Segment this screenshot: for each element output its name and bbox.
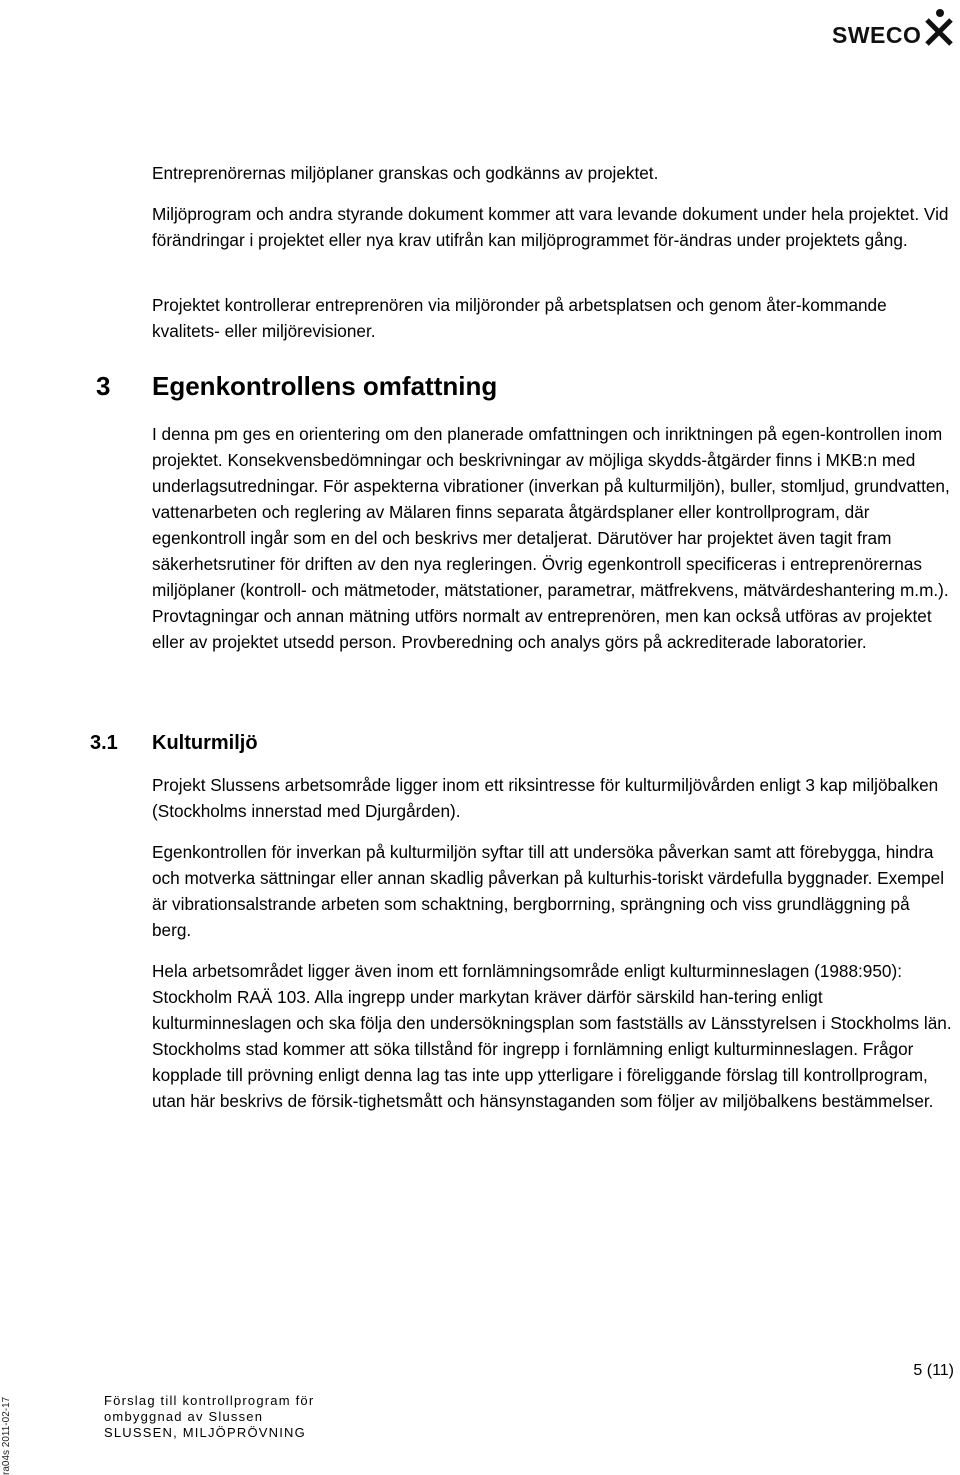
footer-title-line-1: Förslag till kontrollprogram för: [104, 1393, 315, 1408]
section-3-body: I denna pm ges en orientering om den planerade omfattningen och inriktningen på egen-kontrollen inom projektet. Konsekvensbedömningar och beskrivningar av möjliga skydds-åtgärder finns i MKB:n med underlagsutredningar. För aspekterna vibrationer (inverkan på kulturmiljön), buller, stomljud, grundvatten, vattenarbeten och reglering av Mälaren finns separata åtgärdsplaner eller kontrollprogram, där egenkontroll ingår som en del och beskrivs mer detaljerat. Därutöver har projektet även tagit fram säkerhetsrutiner för driften av den nya regleringen. Övrig egenkontroll specificeras i entreprenörernas miljöplaner (kontroll- och mätmetoder, mätstationer, parametrar, mätfrekvens, mätvärdeshantering m.m.). Provtagningar och annan mätning utförs normalt av entreprenören, men kan också utföras av projektet eller av projektet utsedd person. Provberedning och analys görs på ackrediterade laboratorier.: [152, 424, 950, 652]
footer-project-line: SLUSSEN, MILJÖPRÖVNING: [104, 1425, 306, 1440]
paragraph-riksintresse: Projekt Slussens arbetsområde ligger inom ett riksintresse för kulturmiljövården enligt 3 kap miljöbalken (Stockholms innerstad med Djurgården).: [152, 775, 939, 821]
paragraph-egenkontroll: Egenkontrollen för inverkan på kulturmiljön syftar till att undersöka påverkan samt att förebygga, hindra och motverka sättningar eller annan skadlig påverkan på kulturhis-toriskt värdefulla byggnader. Exempel är vibrationsalstrande arbeten som schaktning, bergborrning, sprängning och viss grundläggning på berg.: [152, 842, 945, 940]
paragraph-fornlamning: Hela arbetsområdet ligger även inom ett fornlämningsområde enligt kulturminneslagen (1988:950): Stockholm RAÄ 103. Alla ingrepp under markytan kräver därför särskild han-tering enligt kulturminneslagen och ska följa den undersökningsplan som fastställs av Länsstyrelsen i Stockholms län. Stockholms stad kommer att söka tillstånd för ingrepp i fornlämning enligt kulturminneslagen. Frågor kopplade till prövning enligt denna lag tas inte upp ytterligare i föreliggande förslag till kontrollprogram, utan här beskrivs de försik-tighetsmått och hänsynstaganden som följer av miljöbalkens bestämmelser.: [152, 961, 952, 1111]
side-template-stamp: ra04s 2011-02-17: [1, 1396, 12, 1475]
paragraph-miljoplaner: Entreprenörernas miljöplaner granskas och godkänns av projektet.: [152, 163, 659, 183]
paragraph-miljoprogram: Miljöprogram och andra styrande dokument kommer att vara levande dokument under hela projektet. Vid förändringar i projektet eller nya krav utifrån kan miljöprogrammet för-ändras under projektets gång.: [152, 204, 949, 250]
section-3-title: Egenkontrollens omfattning: [152, 371, 498, 401]
section-3-1-heading: [90, 730, 258, 756]
sweco-mark-icon: [924, 8, 954, 48]
logo-wordmark: SWECO: [832, 22, 922, 48]
footer-title-line-2: ombyggnad av Slussen: [104, 1409, 264, 1424]
section-3-1-title: Kulturmiljö: [152, 732, 258, 754]
section-3-number: 3: [96, 371, 111, 401]
page-number: 5 (11): [913, 1362, 954, 1379]
section-3-1-number: 3.1: [90, 732, 118, 754]
sweco-logo: [832, 8, 954, 48]
paragraph-kontroll: Projektet kontrollerar entreprenören via miljöronder på arbetsplatsen och genom åter-kommande kvalitets- eller miljörevisioner.: [152, 295, 887, 341]
document-footer: [104, 1393, 314, 1441]
section-3-heading: [96, 371, 497, 401]
